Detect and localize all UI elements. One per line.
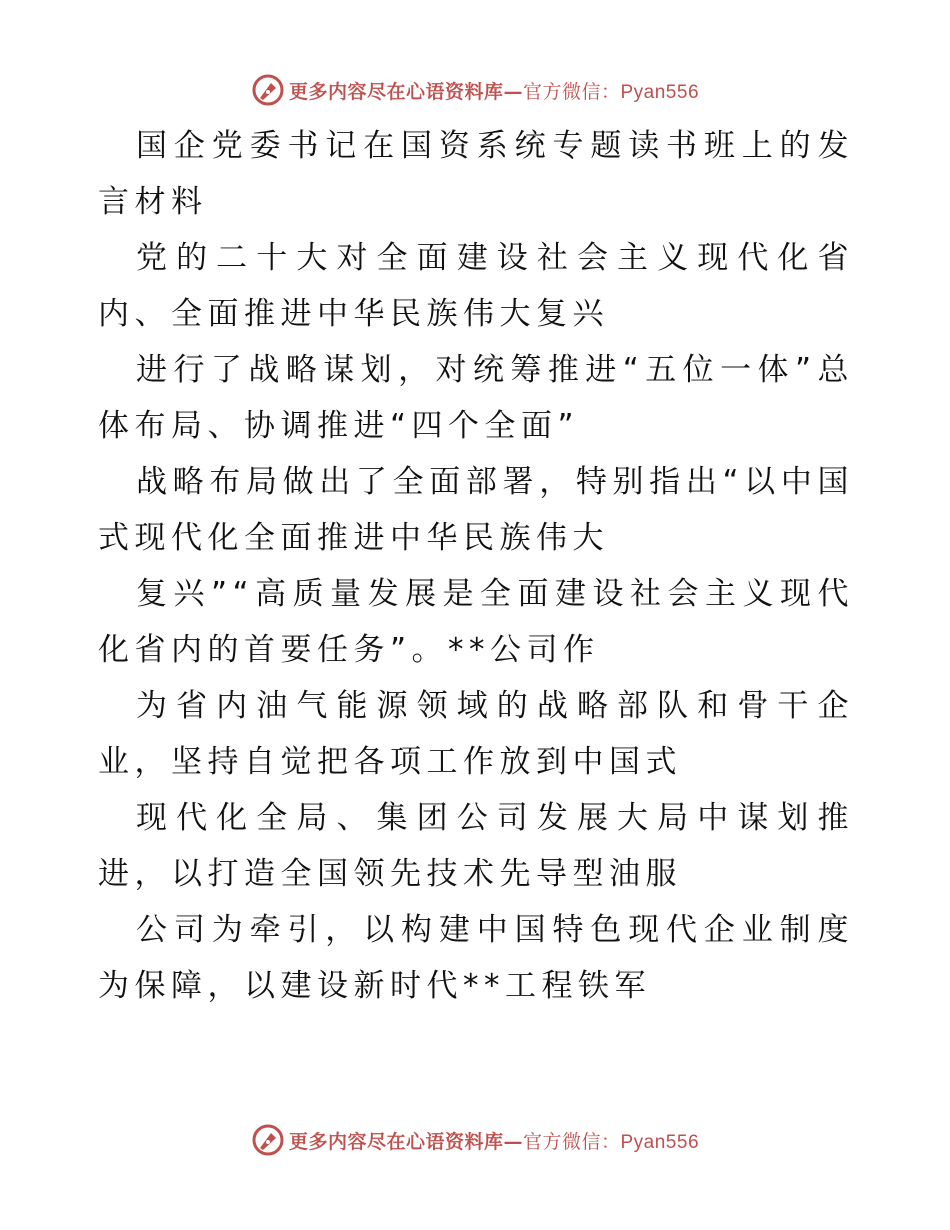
banner-separator: — [503, 1130, 523, 1153]
banner-text: 更多内容尽在心语资料库 [288, 80, 504, 103]
pen-nib-logo-icon [251, 1123, 285, 1157]
paragraph: 为省内油气能源领域的战略部队和骨干企业，坚持自觉把各项工作放到中国式 [98, 688, 854, 780]
footer-banner [0, 1120, 950, 1160]
paragraph: 战略布局做出了全面部署，特别指出“以中国式现代化全面推进中华民族伟大 [98, 464, 854, 556]
pen-nib-logo-icon [251, 73, 285, 107]
document-body [98, 118, 854, 1014]
paragraph: 复兴”“高质量发展是全面建设社会主义现代化省内的首要任务”。**公司作 [98, 576, 854, 668]
paragraph: 现代化全局、集团公司发展大局中谋划推进，以打造全国领先技术先导型油服 [98, 800, 854, 892]
banner-wechat: 官方微信：Pyan556 [523, 81, 700, 103]
header-banner [0, 70, 950, 110]
banner-text: 更多内容尽在心语资料库 [288, 1130, 504, 1153]
paragraph: 党的二十大对全面建设社会主义现代化省内、全面推进中华民族伟大复兴 [98, 240, 854, 332]
banner-separator: — [503, 80, 523, 103]
paragraph: 国企党委书记在国资系统专题读书班上的发言材料 [98, 128, 854, 220]
banner-wechat: 官方微信：Pyan556 [523, 1131, 700, 1153]
paragraph: 公司为牵引，以构建中国特色现代企业制度为保障，以建设新时代**工程铁军 [98, 912, 854, 1004]
paragraph: 进行了战略谋划，对统筹推进“五位一体”总体布局、协调推进“四个全面” [98, 352, 854, 444]
